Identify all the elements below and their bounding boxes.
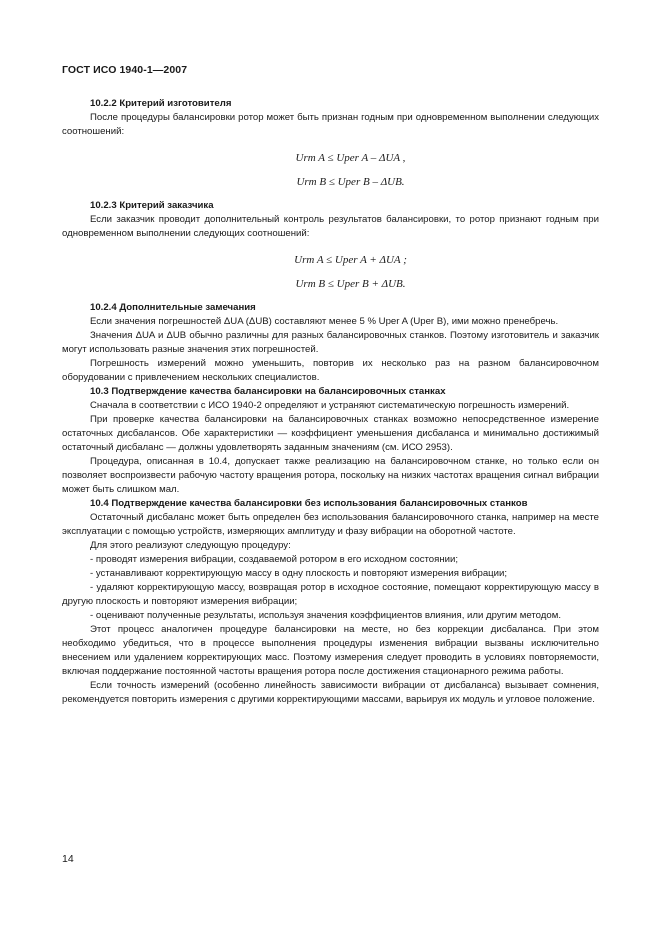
list-item: - удаляют корректирующую массу, возвращая ротор в исходное состояние, помещают корректирующую массу в другую плоскость и повторяют измерения вибрации; — [62, 582, 599, 607]
paragraph: При проверке качества балансировки на балансировочных станках возможно непосредственное измерение остаточных дисбалансов. Обе характеристики — коэффициент уменьшения дисбаланса и минимально достижимый остаточный дисбаланс — должны удовлетворять заданным значениям (см. ИСО 2953). — [62, 414, 599, 453]
formula: Urm A ≤ Uper A – ΔUA , — [295, 152, 406, 164]
document-body — [62, 97, 599, 707]
list-item: - оценивают полученные результаты, используя значения коэффициентов влияния, или другим методом. — [90, 610, 561, 621]
paragraph: Этот процесс аналогичен процедуре балансировки на месте, но без коррекции дисбаланса. При этом необходимо убедиться, что в процессе выполнения процедуры изменения вибрации вызваны исключительно внесением или удалением корректирующих масс. Поэтому измерения следует проводить в условиях повторяемости, включая поддержание постоянной частоты вращения ротора после достижения стационарного режима работы. — [62, 624, 599, 677]
paragraph: Значения ΔUA и ΔUB обычно различны для разных балансировочных станков. Поэтому изготовитель и заказчик могут использовать разные значения этих погрешностей. — [62, 330, 599, 355]
section-heading-10-2-2: 10.2.2 Критерий изготовителя — [90, 98, 232, 109]
paragraph: Если значения погрешностей ΔUA (ΔUB) составляют менее 5 % Uper A (Uper B), ими можно пренебречь. — [90, 316, 559, 327]
formula-block — [62, 151, 599, 189]
formula: Urm A ≤ Uper A + ΔUA ; — [294, 254, 407, 266]
section-heading-10-3: 10.3 Подтверждение качества балансировки на балансировочных станках — [90, 386, 446, 397]
paragraph: После процедуры балансировки ротор может быть признан годным при одновременном выполнении следующих соотношений: — [62, 112, 599, 137]
document-header: ГОСТ ИСО 1940-1—2007 — [62, 64, 188, 76]
paragraph: Погрешность измерений можно уменьшить, повторив их несколько раз на разном балансировочном оборудовании с привлечением нескольких специалистов. — [62, 358, 599, 383]
section-heading-10-2-3: 10.2.3 Критерий заказчика — [90, 200, 214, 211]
paragraph: Процедура, описанная в 10.4, допускает также реализацию на балансировочном станке, но только если он позволяет воспроизвести рабочую частоту вращения ротора, поскольку на низких частотах вращения сигнал вибрации может быть слишком мал. — [62, 456, 599, 495]
page-number: 14 — [62, 853, 74, 865]
paragraph: Если заказчик проводит дополнительный контроль результатов балансировки, то ротор признают годным при одновременном выполнении следующих соотношений: — [62, 214, 599, 239]
paragraph: Если точность измерений (особенно линейность зависимости вибрации от дисбаланса) вызывает сомнения, рекомендуется повторить измерения с другими корректирующими массами, варьируя их модуль и угловое положение. — [62, 680, 599, 705]
section-heading-10-4: 10.4 Подтверждение качества балансировки без использования балансировочных станков — [90, 498, 528, 509]
list-item: - устанавливают корректирующую массу в одну плоскость и повторяют измерения вибрации; — [90, 568, 508, 579]
formula: Urm B ≤ Uper B + ΔUB. — [295, 278, 406, 290]
list-item: - проводят измерения вибрации, создаваемой ротором в его исходном состоянии; — [90, 554, 459, 565]
section-heading-10-2-4: 10.2.4 Дополнительные замечания — [90, 302, 256, 313]
paragraph: Сначала в соответствии с ИСО 1940-2 определяют и устраняют систематическую погрешность измерений. — [90, 400, 570, 411]
paragraph: Остаточный дисбаланс может быть определен без использования балансировочного станка, например на месте эксплуатации с помощью устройств, измеряющих амплитуду и фазу вибрации на оборотной частоте. — [62, 512, 599, 537]
formula: Urm B ≤ Uper B – ΔUB. — [296, 176, 405, 188]
paragraph: Для этого реализуют следующую процедуру: — [90, 540, 291, 551]
formula-block — [62, 253, 599, 291]
